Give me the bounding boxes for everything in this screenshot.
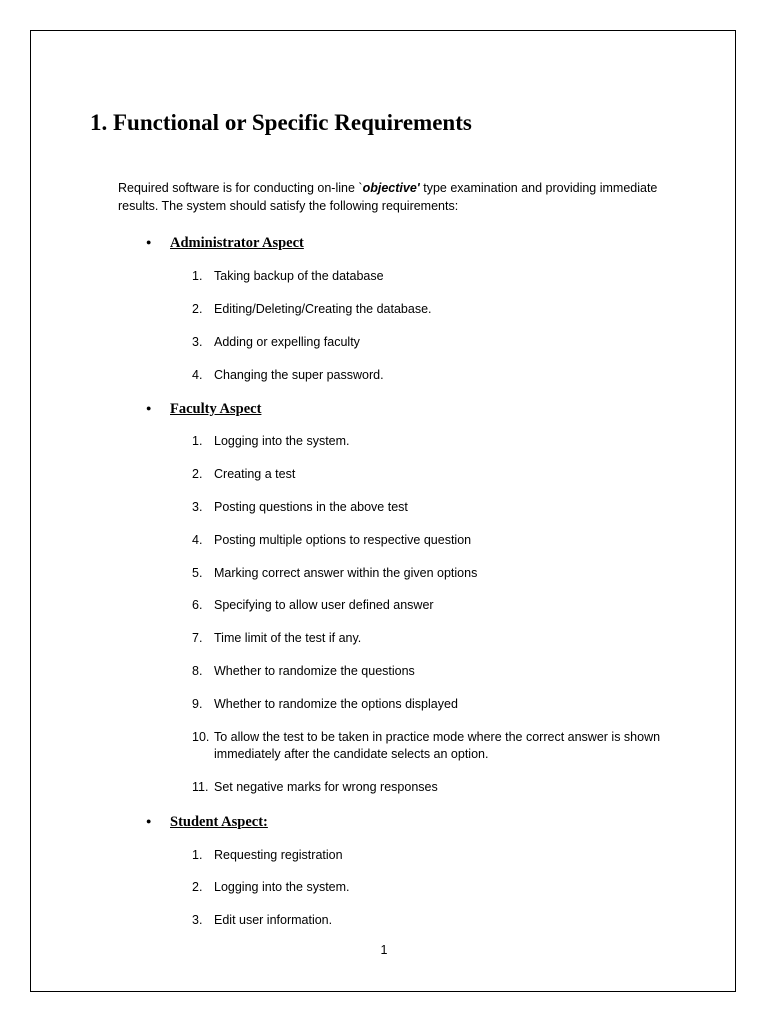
list-item — [192, 301, 682, 318]
item-number: 2. — [192, 302, 203, 316]
item-text: Requesting registration — [214, 848, 343, 862]
list-item — [192, 597, 682, 614]
item-text: Adding or expelling faculty — [214, 335, 360, 349]
list-item — [192, 499, 682, 516]
item-text: Edit user information. — [214, 913, 333, 927]
section-administrator — [146, 234, 304, 252]
section-title: Faculty Aspect — [170, 401, 262, 417]
item-number: 2. — [192, 880, 203, 894]
item-text: Posting questions in the above test — [214, 500, 408, 514]
item-text: Creating a test — [214, 467, 296, 481]
item-text: Set negative marks for wrong responses — [214, 780, 438, 794]
list-item — [192, 729, 682, 763]
item-number: 10. — [192, 730, 210, 744]
item-text: Specifying to allow user defined answer — [214, 598, 434, 612]
item-text: To allow the test to be taken in practice mode where the correct answer is shown immediately after the candidate selects an option. — [214, 730, 661, 761]
list-item — [192, 779, 682, 796]
section-title: Student Aspect: — [170, 814, 268, 830]
list-item — [192, 433, 682, 450]
intro-text-start: Required software is for conducting on-line ` — [118, 181, 363, 195]
list-item — [192, 268, 682, 285]
item-number: 11. — [192, 780, 209, 794]
bullet-icon: ● — [146, 237, 152, 247]
list-item — [192, 630, 682, 647]
item-text: Posting multiple options to respective question — [214, 533, 472, 547]
item-text: Marking correct answer within the given options — [214, 566, 478, 580]
section-title: Administrator Aspect — [170, 235, 304, 251]
list-item — [192, 367, 682, 384]
list-item — [192, 912, 682, 929]
item-text: Logging into the system. — [214, 434, 350, 448]
intro-emphasis: objective' — [362, 181, 420, 195]
item-number: 1. — [192, 269, 203, 283]
list-item — [192, 466, 682, 483]
item-number: 4. — [192, 533, 203, 547]
item-number: 1. — [192, 848, 203, 862]
section-faculty — [146, 400, 261, 418]
item-text: Whether to randomize the questions — [214, 664, 415, 678]
item-text: Changing the super password. — [214, 368, 384, 382]
page-number: 1 — [380, 943, 388, 957]
page-heading: 1. Functional or Specific Requirements — [90, 110, 472, 135]
item-number: 1. — [192, 434, 203, 448]
bullet-icon: ● — [146, 816, 152, 826]
item-number: 5. — [192, 566, 203, 580]
list-item — [192, 334, 682, 351]
item-text: Logging into the system. — [214, 880, 350, 894]
list-item — [192, 565, 682, 582]
list-item — [192, 532, 682, 549]
item-number: 3. — [192, 913, 203, 927]
item-number: 2. — [192, 467, 203, 481]
item-number: 7. — [192, 631, 203, 645]
item-number: 4. — [192, 368, 203, 382]
item-text: Taking backup of the database — [214, 269, 384, 283]
item-number: 3. — [192, 335, 203, 349]
item-text: Whether to randomize the options displayed — [214, 697, 458, 711]
item-text: Time limit of the test if any. — [214, 631, 362, 645]
list-item — [192, 696, 682, 713]
item-number: 6. — [192, 598, 203, 612]
bullet-icon: ● — [146, 403, 152, 413]
intro-text-end: type examination and providing immediate results. The system should satisfy the following requirements: — [118, 181, 658, 213]
item-number: 3. — [192, 500, 203, 514]
item-number: 9. — [192, 697, 203, 711]
list-item — [192, 663, 682, 680]
list-item — [192, 879, 682, 896]
item-text: Editing/Deleting/Creating the database. — [214, 302, 432, 316]
section-student — [146, 813, 268, 831]
list-item — [192, 847, 682, 864]
intro-paragraph — [118, 179, 678, 215]
item-number: 8. — [192, 664, 203, 678]
